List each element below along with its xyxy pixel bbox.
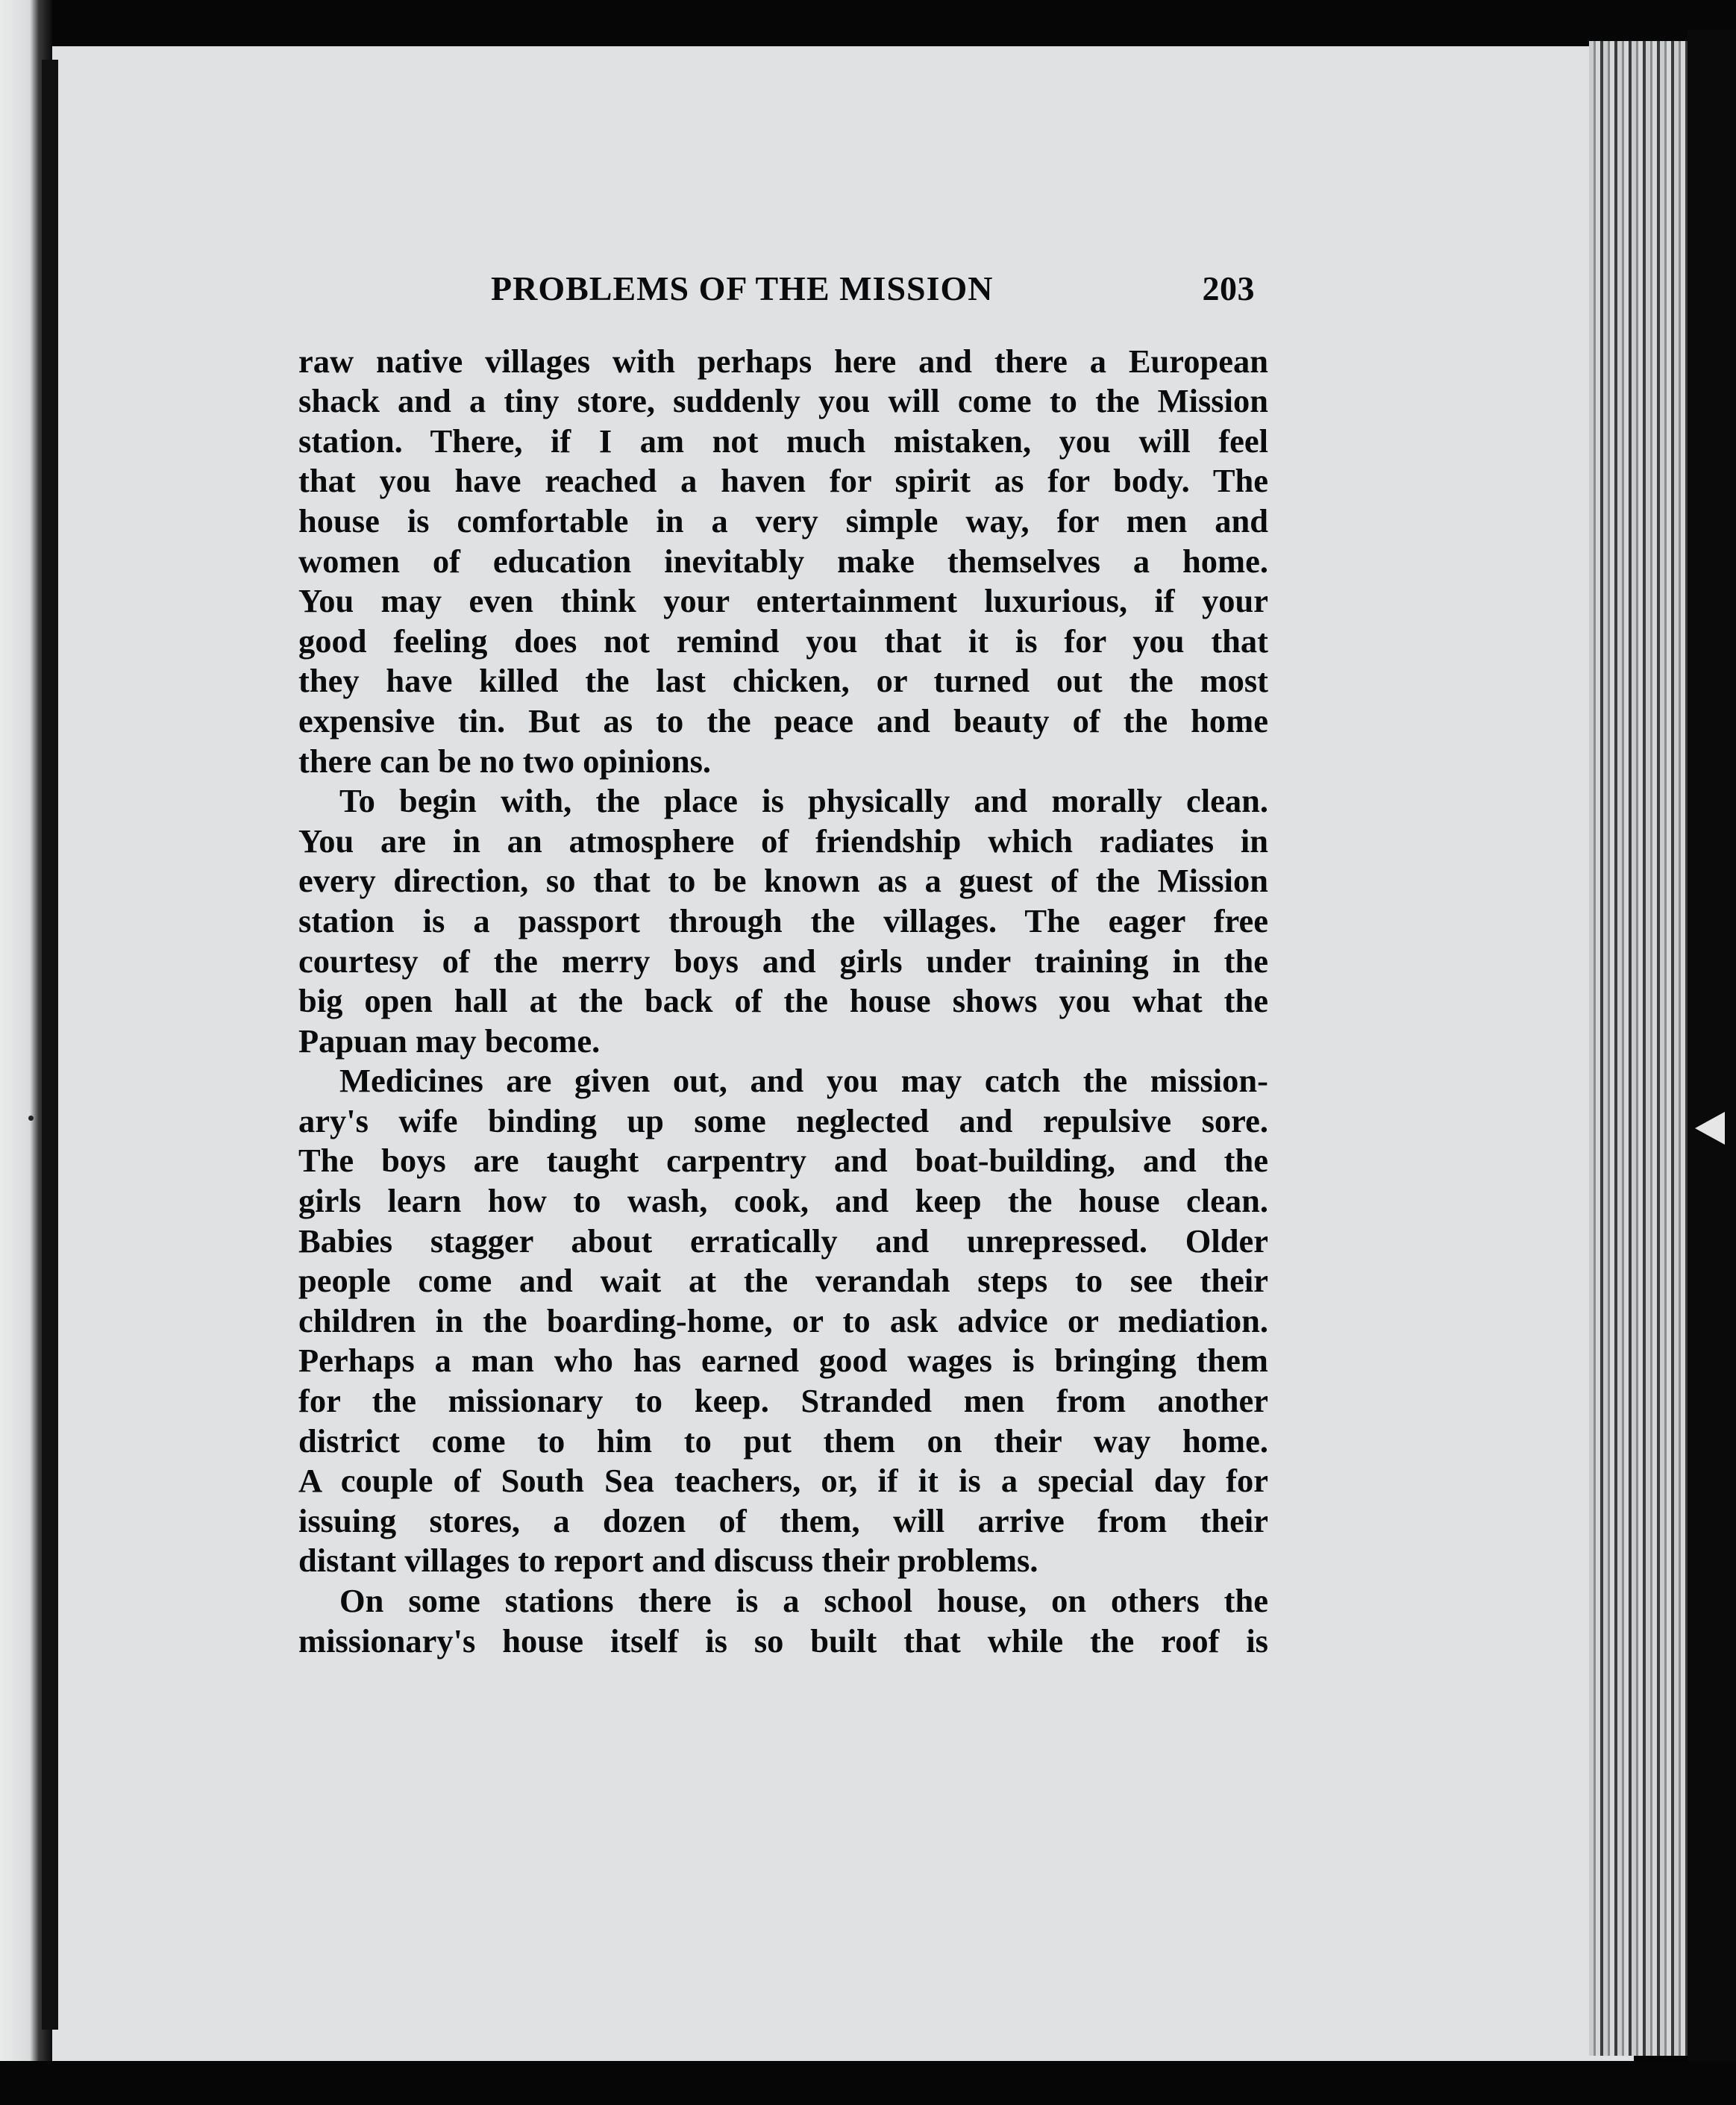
page-text-block [298, 269, 1268, 1661]
text-line: station is a passport through the villages. The eager free [298, 901, 1268, 939]
text-line: raw native villages with perhaps here and there a European [298, 342, 1268, 380]
running-head [298, 269, 1268, 309]
text-line: big open hall at the back of the house shows you what the [298, 982, 1268, 1020]
text-line: distant villages to report and discuss their problems. [298, 1542, 1038, 1580]
text-line: You may even think your entertainment luxurious, if your [298, 582, 1268, 620]
text-line: To begin with, the place is physically and morally clean. [339, 782, 1268, 820]
text-line: every direction, so that to be known as a guest of the Mission [298, 862, 1268, 900]
left-binding-edge [42, 60, 58, 2030]
text-line: they have killed the last chicken, or turned out the most [298, 662, 1268, 700]
text-line: You are in an atmosphere of friendship which radiates in [298, 822, 1268, 860]
body-text [298, 342, 1268, 1662]
text-line: house is comfortable in a very simple way, for men and [298, 501, 1268, 539]
text-line: station. There, if I am not much mistaken, you will feel [298, 422, 1268, 460]
margin-speck [28, 1116, 34, 1121]
text-line: Babies stagger about erratically and unrepressed. Older [298, 1222, 1268, 1260]
text-line: A couple of South Sea teachers, or, if it is a special day for [298, 1462, 1268, 1500]
text-line: Papuan may become. [298, 1022, 601, 1060]
scan-border-right [1688, 30, 1736, 2105]
text-line: people come and wait at the verandah steps to see their [298, 1262, 1268, 1300]
text-line: courtesy of the merry boys and girls under training in the [298, 942, 1268, 980]
scan-border-bottom [0, 2061, 1736, 2105]
text-line: children in the boarding-home, or to ask advice or mediation. [298, 1301, 1268, 1339]
text-line: Medicines are given out, and you may catch the mission- [339, 1062, 1268, 1100]
page-number: 203 [1202, 269, 1255, 307]
text-line: women of education inevitably make themselves a home. [298, 542, 1268, 580]
text-line: ary's wife binding up some neglected and repulsive sore. [298, 1101, 1268, 1139]
text-line: The boys are taught carpentry and boat-building, and the [298, 1142, 1268, 1180]
text-line: Perhaps a man who has earned good wages is bringing them [298, 1342, 1268, 1380]
text-line: On some stations there is a school house, on others the [339, 1582, 1268, 1619]
text-line: issuing stores, a dozen of them, will arrive from their [298, 1501, 1268, 1539]
text-line: there can be no two opinions. [298, 742, 712, 780]
text-line: good feeling does not remind you that it is for you that [298, 622, 1268, 660]
text-line: missionary's house itself is so built that while the roof is [298, 1621, 1268, 1660]
text-line: that you have reached a haven for spirit as for body. The [298, 462, 1268, 500]
scan-border-top [0, 0, 1736, 46]
ribbon-marker-icon [1695, 1112, 1725, 1145]
text-line: district come to him to put them on their way home. [298, 1421, 1268, 1460]
running-title: PROBLEMS OF THE MISSION [491, 269, 994, 307]
text-line: for the missionary to keep. Stranded men from another [298, 1382, 1268, 1420]
text-line: girls learn how to wash, cook, and keep the house clean. [298, 1182, 1268, 1220]
text-line: expensive tin. But as to the peace and beauty of the home [298, 701, 1268, 739]
text-line: shack and a tiny store, suddenly you will come to the Mission [298, 382, 1268, 420]
